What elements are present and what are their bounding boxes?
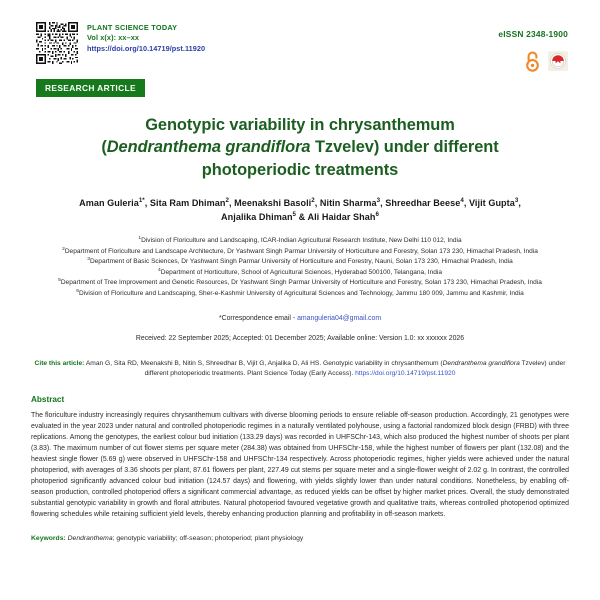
author-item: Anjalika Dhiman$^5$ — [221, 211, 297, 223]
author-affil-marker: 2 — [311, 196, 315, 204]
eissn-label: eISSN 2348-1900 — [498, 29, 568, 39]
affiliation-item — [46, 268, 554, 279]
masthead-right — [498, 22, 568, 72]
author-affil-marker: 4 — [460, 196, 464, 204]
affiliation-item — [46, 289, 554, 300]
author-affil-marker: 1* — [138, 196, 145, 204]
author-affil-marker: 3 — [514, 196, 519, 204]
abstract-text: The floriculture industry increasingly requires chrysanthemum cultivars with diverse blooming periods to ensure reliable off-season production. Accordingly, 21 genotypes were evaluated in the year 2023 under natural and controlled photoperiodic regimes in a naturally ventilated polyhouse, using a factorial randomized block design (FRBD) with three replications. Among the genotypes, the earliest colour bud initiation (133.29 days) was recorded in UHFSChr-143, which also produced the highest number of shoots per plant (3.83). The maximum number of cut flower stems per square meter (284.38) was obtained from UHFSChr-158, while the highest number of flowers per plant (132.08) and the heaviest single flower (5.69 g) were observed in UHFSChr-158 and UHFSChr-134 respectively. Across photoperiodic regimes, higher yields were achieved under the natural photoperiod, with averages of 3.36 shoots per plant, 87.61 flowers per plant, 227.49 cut stems per square meter and a single-flower weight of 2.02 g. In contrast, the controlled photoperiod significantly advanced colour bud initiation (124.57 days) and flowering, with yields slightly lower than under natural conditions. Nonetheless, by enabling off-season production, controlled photoperiod offers a significant commercial advantage, as reduced yields can be offset by higher market prices. Overall, the study demonstrated substantial genotypic variability in growth and floral attributes. Natural photoperiod favoured vegetative growth and qualitative traits, whereas controlled photoperiod optimized flowering schedules while retaining sufficient yield levels, thereby enhancing production planning and profitability in off-season markets. — [31, 412, 569, 519]
journal-doi-link[interactable]: https://doi.org/10.14719/pst.11920 — [87, 43, 206, 53]
author-item: Vijit Gupta$^3$ — [468, 196, 519, 208]
badge-group — [498, 50, 568, 72]
author-affil-marker: 6 — [375, 211, 379, 219]
article-type-wrap — [0, 72, 600, 97]
affiliation-marker: 6 — [76, 288, 79, 294]
affiliation-text: Department of Tree Improvement and Genetic Resources, Dr Yashwant Singh Parmar University of Horticulture and Forestry, Solan 173 230, Himachal Pradesh, India — [60, 279, 542, 287]
keywords-line — [31, 534, 569, 544]
author-item: Nitin Sharma$^3$ — [319, 196, 381, 208]
affiliation-text: Department of Basic Sciences, Dr Yashwant Singh Parmar University of Horticulture and Forestry, Nauni, Solan 173 230, Himachal Pradesh, India — [89, 258, 513, 266]
citation-rest: Tzvelev) under different photoperiodic treatments. Plant Science Today (Early Access). — [144, 359, 566, 378]
correspondence-label: *Correspondence email - — [218, 314, 298, 322]
crossmark-badge-icon[interactable] — [548, 51, 568, 71]
author-affil-marker: 5 — [292, 211, 297, 219]
citation-authors: Aman G, Sita RD, Meenakshi B, Nitin S, Shreedhar B, Vijit G, Anjalika D, Ali HS. Genotypic variability in chrysanthemum ( — [84, 359, 443, 367]
affiliation-text: Division of Floriculture and Landscaping, ICAR-Indian Agricultural Research Institute, New Delhi 110 012, India — [141, 237, 462, 245]
affiliation-marker: 3 — [87, 257, 90, 263]
affiliation-text: Department of Horticulture, School of Agricultural Sciences, Hyderabad 500100, Telangana, India — [160, 268, 442, 276]
author-line-1: Aman Guleria$^{1*}$, Sita Ram Dhiman$^2$, Meenakshi Basoli$^2$, Nitin Sharma$^3$, Shreedhar Beese$^4$, Vijit Gupta$^3$, — [79, 196, 521, 208]
keywords-rest: ; genotypic variability; off-season; photoperiod; plant physiology — [112, 535, 304, 542]
title-line-1: Genotypic variability in chrysanthemum — [145, 116, 455, 134]
author-item: Ali Haidar Shah$^6$ — [307, 211, 379, 223]
title-species: Dendranthema grandiflora — [106, 138, 311, 157]
affiliation-item — [46, 257, 554, 268]
author-item: Meenakshi Basoli$^2$ — [234, 196, 315, 208]
journal-volume: Vol x(x): xx–xx — [87, 33, 140, 43]
publication-dates: Received: 22 September 2025; Accepted: 01 December 2025; Available online: Version 1.0: xx xxxxxx 2026 — [135, 334, 465, 342]
affiliation-marker: 5 — [58, 278, 61, 284]
author-line-2: Anjalika Dhiman$^5$ & Ali Haidar Shah$^6$ — [221, 211, 379, 223]
affiliation-marker: 1 — [138, 235, 142, 241]
author-item: Aman Guleria$^{1*}$ — [79, 196, 145, 208]
correspondence-line — [0, 315, 600, 322]
abstract-heading: Abstract — [31, 395, 65, 405]
keywords-label: Keywords: — [31, 535, 66, 542]
journal-meta — [87, 22, 205, 54]
title-line-3: photoperiodic treatments — [201, 160, 399, 179]
affiliation-item — [46, 278, 554, 289]
correspondence-email-link[interactable]: amanguleria04@gmail.com — [297, 314, 382, 322]
journal-title: PLANT SCIENCE TODAY — [87, 23, 178, 32]
affiliation-text: Department of Floriculture and Landscape Architecture, Dr Yashwant Singh Parmar University of Horticulture and Forestry, Solan 173 230, Himachal Pradesh, India — [64, 247, 538, 255]
page-title — [44, 114, 556, 181]
title-line-2-close: Tzvelev) under different — [310, 138, 499, 157]
masthead — [0, 0, 600, 72]
author-item: Shreedhar Beese$^4$ — [385, 196, 464, 208]
citation-block — [31, 359, 569, 381]
affiliation-marker: 4 — [158, 267, 161, 273]
affiliation-item — [46, 236, 554, 247]
abstract-section — [31, 395, 569, 521]
affiliation-text: Division of Floriculture and Landscaping, Sher-e-Kashmir University of Agricultural Sciences and Technology, Jammu 180 009, Jammu and Kashmir, India — [78, 290, 524, 297]
keyword-italic-term: Dendranthema — [67, 535, 113, 542]
affiliation-marker: 2 — [62, 246, 65, 252]
cite-this-article-label: Cite this article: — [34, 359, 85, 367]
title-line-2-open: ( — [101, 138, 107, 157]
author-affil-marker: 3 — [376, 196, 381, 204]
journal-identity — [36, 22, 205, 64]
citation-species: Dendranthema grandiflora — [442, 359, 520, 367]
author-affil-marker: 2 — [225, 196, 229, 204]
affiliation-list — [46, 236, 554, 300]
open-access-lock-icon[interactable] — [524, 50, 541, 72]
citation-doi-link[interactable]: https://doi.org/10.14719/pst.11920 — [355, 370, 456, 378]
author-list — [50, 196, 550, 225]
qr-code-icon[interactable] — [36, 22, 78, 64]
affiliation-item — [46, 247, 554, 258]
article-type-badge: RESEARCH ARTICLE — [36, 79, 145, 97]
author-item: Sita Ram Dhiman$^2$ — [149, 196, 229, 208]
